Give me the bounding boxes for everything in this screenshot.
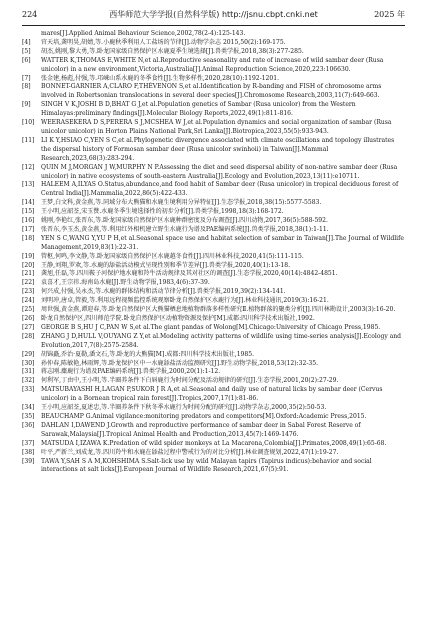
reference-number: [27] xyxy=(22,323,35,331)
reference-item xyxy=(22,368,405,377)
reference-number: [34] xyxy=(22,404,35,412)
reference-continuation xyxy=(22,30,405,39)
reference-text: WATTER K,THOMAS E,WHITE N,et al.Reproductive seasonality and rate of increase of wild sambar deer (Rusa unicolor) in a new environment,Victoria,Australia[J].Animal Reproduction Science,2020,223:106630. xyxy=(41,56,384,73)
reference-text: 胡杰,姚刚,黎大勇,等.卧龙国家级自然保护区水鹿夏季生境选择[J].兽类学报,2018,38(3):277-285. xyxy=(41,47,304,55)
reference-item xyxy=(22,48,405,57)
reference-number: [10] xyxy=(22,119,35,127)
reference-item xyxy=(22,449,405,458)
reference-number: [37] xyxy=(22,439,35,447)
reference-item xyxy=(22,306,405,315)
reference-number: [17] xyxy=(22,225,35,233)
reference-item xyxy=(22,404,405,413)
reference-text: BEAUCHAMP G.Animal vigilance:monitoring predators and competitors[M].Oxford:Academic Press,2015. xyxy=(41,412,367,420)
reference-text: 张晋东,李玉杰,黄金燕,等.利用红外相机建立野生水鹿行为谱及PAE编码系统[J].兽类学报,2018,38(1):1-11. xyxy=(41,225,329,233)
reference-item xyxy=(22,119,405,137)
reference-item xyxy=(22,217,405,226)
page-header xyxy=(22,8,405,22)
reference-text: 王静,刘翔,罗欢,等.水鹿的舔盐活动模式呈现性别和季节差异[J].兽类学报,2020,40(1):13-18. xyxy=(41,261,290,269)
reference-text: LI K Y,HSIAO C,YEN S C,et al.Phylogenetic divergence associated with climate oscillations and topology illustrates the dispersal history of Formosan sambar deer (Rusa unicolor swinhoii) in Taiwan[J].Mammal Research,2023,68(3):283-294. xyxy=(41,136,395,162)
reference-number: [18] xyxy=(22,234,35,242)
reference-text: 龚旭,任磊,等.四川鞍子河保护地水鹿和羚牛活动规律及其对社区的调查[J].生态学报,2020,40(14):4842-4851. xyxy=(41,270,338,278)
reference-number: [9] xyxy=(22,101,31,109)
reference-number: [32] xyxy=(22,377,35,385)
reference-number: [30] xyxy=(22,359,35,367)
reference-item xyxy=(22,83,405,101)
reference-text: mares[J].Applied Animal Behaviour Science,2002,78(2-4):125-143. xyxy=(41,30,246,37)
reference-number: [39] xyxy=(22,457,35,465)
journal-running-title: 西华师范大学学报(自然科学版) http://jsnu.cbpt.cnki.net xyxy=(109,10,318,19)
reference-text: 胡锦矗,乔治·夏勒,潘文石,等.卧龙的大熊猫[M].成都:四川科学技术出版社,1985. xyxy=(41,350,255,358)
reference-item xyxy=(22,181,405,199)
reference-number: [21] xyxy=(22,270,35,278)
reference-text: 周世强,黄金燕,谭迎春,等.卧龙自然保护区大熊猫栖息地植物群落多样性研究Ⅱ.植物群落的聚类分析[J].四川林勘设计,2003(3):16-20. xyxy=(41,306,396,314)
reference-number: [31] xyxy=(22,368,35,376)
reference-text: HALEEM A,ILYAS O.Status,abundance,and food habit of Sambar deer (Rusa unicolor) in tropical deciduous forest of Central India[J].Mammalia,2022,86(5):422-433. xyxy=(41,181,399,198)
reference-number: [22] xyxy=(22,279,35,287)
reference-text: 蒋志刚.麋鹿行为谱及PAE编码系统[J].兽类学报,2000,20(1):1-12. xyxy=(41,368,221,376)
reference-number: [26] xyxy=(22,315,35,322)
reference-text: 卧龙自然保护区,四川师范学院.卧龙自然保护区动植物资源及保护[M].成都:四川科学技术出版社,1992. xyxy=(41,315,315,322)
reference-text: ZHANG J D,HULL V,OUYANG Z Y,et al.Modeling activity patterns of wildlife using time-series analysis[J].Ecology and Evolution,2017,7(8):2575-2584. xyxy=(41,332,402,349)
reference-text: MATSUDA I,IZAWA K.Predation of wild spider monkeys at La Macarena,Colombia[J].Primates,2008,49(1):65-68. xyxy=(41,439,387,447)
reference-text: SINGH V K,JOSHI B D,BHAT G J,et al.Population genetics of Sambar (Rusa unicolor) from the Western Himalayas:preliminary findings[J].Molecular Biology Reports,2022,49(1):811-816. xyxy=(41,101,356,118)
reference-text: MATSUBAYASHI H,LAGAN P,SUKOR J R A,et al.Seasonal and daily use of natural licks by sambar deer (Cervus unicolor) in a Bornean tropical rain forest[J].Tropics,2007,17(1):81-86. xyxy=(41,386,383,403)
reference-item xyxy=(22,377,405,386)
publication-year: 2025 年 xyxy=(374,10,405,19)
reference-number: [5] xyxy=(22,47,31,55)
reference-text: WEERASEKERA D S,PERERA S J,MCSHEA W J,et al.Population dynamics and social organization of sambar (Rusa unicolor unicolor) in Horton Plains National Park,Sri Lanka[J].Biotropica,2023,55(5):933-943. xyxy=(41,119,392,135)
reference-text: 孙仲春,陈敏艳,林雨辉,等.卧龙保护区中一水鹿舔盐活动监测研究[J].野生动物学报,2018,53(12):32-35. xyxy=(41,359,319,367)
reference-number: [4] xyxy=(22,38,31,46)
reference-item xyxy=(22,57,405,75)
reference-item xyxy=(22,235,405,253)
reference-item xyxy=(22,279,405,288)
reference-item xyxy=(22,413,405,422)
reference-text: 何兴成,付强,吴永杰,等.水鹿的群体结构和活动节律分析[J].兽类学报,2019,39(2):134-141. xyxy=(41,288,286,296)
reference-text: 张金建,杨彪,付强,等.邛崃山系水鹿的冬季食性[J].生物多样性,2020,28(10):1192-1201. xyxy=(41,74,279,82)
reference-text: QUIN M J,MORGAN J W,MURPHY N P.Assessing the diet and seed dispersal ability of non-native sambar deer (Rusa unicolor) in native ecosystems of south-eastern Australia[J].Ecology and Evolution,2023,13(11):e10711. xyxy=(41,163,398,180)
reference-item xyxy=(22,226,405,235)
reference-number: [36] xyxy=(22,421,35,429)
reference-text: 姚刚,李艳红,张晋东,等.卧龙国家级自然保护区水鹿种群密度及分布调查[J].四川动物,2017,36(5):588-592. xyxy=(41,217,328,225)
reference-number: [20] xyxy=(22,261,35,269)
reference-item xyxy=(22,324,405,333)
reference-number: [25] xyxy=(22,306,35,314)
reference-item xyxy=(22,458,405,476)
header-rule xyxy=(22,25,405,26)
reference-number: [33] xyxy=(22,386,35,394)
reference-text: 管枢,何鸣,李文静,等.卧龙国家级自然保护区水鹿越冬食性[J].四川林业科技,2020,41(5):111-115. xyxy=(41,252,304,260)
reference-text: 王小明,应韶荃,宋玉赞.水鹿冬季生境选择性的初步分析[J].兽类学报,1998,18(3):168-172. xyxy=(41,208,284,216)
reference-number: [8] xyxy=(22,83,31,91)
reference-item xyxy=(22,164,405,182)
reference-item xyxy=(22,297,405,306)
reference-number: [16] xyxy=(22,217,35,225)
reference-text: 叶平,严新兰,刘成龙,等.四川羚牛和水鹿在舔盐过程中警戒行为的对比分析[J].林业调查规划,2022,47(1):19-27. xyxy=(41,448,339,456)
reference-number: [38] xyxy=(22,448,35,456)
reference-text: YEN S C,WANG Y,YU P H,et al.Seasonal space use and habitat selection of sambar in Taiwan[J].The Journal of Wildlife Management,2019,83(1):22-31. xyxy=(41,234,404,251)
reference-number: [7] xyxy=(22,74,31,82)
reference-text: 官天培,龚明昊,胡婧,等.小鹿秋季利用人工盐场的节律[J].动物学杂志 2015,50(2):169-175. xyxy=(41,38,286,46)
reference-number: [35] xyxy=(22,412,35,420)
reference-text: DAHLAN I,DAWEND J.Growth and reproductive performance of sambar deer in Sabal Forest Reserve of Sarawak,Malaysia[J].Tropical Animal Health and Production,2013,45(7):1469-1476. xyxy=(41,421,361,438)
reference-item xyxy=(22,199,405,208)
reference-number: [19] xyxy=(22,252,35,260)
reference-number: [28] xyxy=(22,332,35,340)
reference-number: [29] xyxy=(22,350,35,358)
reference-list xyxy=(22,30,405,475)
reference-number: [15] xyxy=(22,208,35,216)
reference-text: TAWA Y,SAH S A M,KOHSHIMA S.Salt-lick use by wild Malayan tapirs (Tapirus indicus):behavior and social interactions at salt licks[J].European Journal of Wildlife Research,2021,67(5):91. xyxy=(41,457,372,474)
reference-number: [12] xyxy=(22,163,35,171)
reference-item xyxy=(22,137,405,164)
reference-item xyxy=(22,253,405,262)
reference-text: 王小明,应韶荃,夏述忠,等.半圈养条件下秋冬季水鹿行为时间分配的研究[J].动物学杂志,2000,35(2):50-53. xyxy=(41,404,327,412)
reference-number: [14] xyxy=(22,199,35,207)
reference-text: 刘明冲,唐卓,管毅,等.利用远程视频监控系统观察卧龙自然保护区水鹿行为[J].林业科技通讯,2019(3):16-21. xyxy=(41,297,329,305)
reference-text: GEORGE B S,HU J C,PAN W S,et al.The giant pandas of Wolong[M].Chicago:University of Chicago Press,1985. xyxy=(41,323,381,331)
reference-number: [24] xyxy=(22,297,35,305)
reference-item xyxy=(22,208,405,217)
reference-item xyxy=(22,386,405,404)
reference-text: BONNET-GARNIER A,CLARO F,THÉVENON S,et al.Identification by R-banding and FISH of chromosome arms involved in Robertsonian translocations in several deer species[J].Chromosome Research,2003,11(7):649-663. xyxy=(41,83,382,100)
reference-text: 袁喜才,王宗祎.海南岛水鹿[J].野生动物学报,1983,4(6):37-39. xyxy=(41,279,210,287)
reference-item xyxy=(22,101,405,119)
reference-item xyxy=(22,422,405,440)
page-number: 224 xyxy=(22,10,38,19)
reference-text: 王梦,白文科,黄金燕,等.同域分布大熊猫和水鹿生境利用分异特征[J].生态学报,2018,38(15):5577-5583. xyxy=(41,199,322,207)
reference-number: [23] xyxy=(22,288,35,296)
reference-item xyxy=(22,39,405,48)
reference-number: [11] xyxy=(22,136,35,144)
reference-item xyxy=(22,288,405,297)
reference-item xyxy=(22,440,405,449)
reference-item xyxy=(22,351,405,360)
reference-item xyxy=(22,315,405,324)
reference-number: [6] xyxy=(22,56,31,64)
reference-text: 何利军,丁由中,王小明,等.半圈养条件下白唇鹿行为时间分配及活动规律的研究[J].生态学报,2001,20(2):27-29. xyxy=(41,377,339,385)
reference-item xyxy=(22,333,405,351)
reference-number: [13] xyxy=(22,181,35,189)
